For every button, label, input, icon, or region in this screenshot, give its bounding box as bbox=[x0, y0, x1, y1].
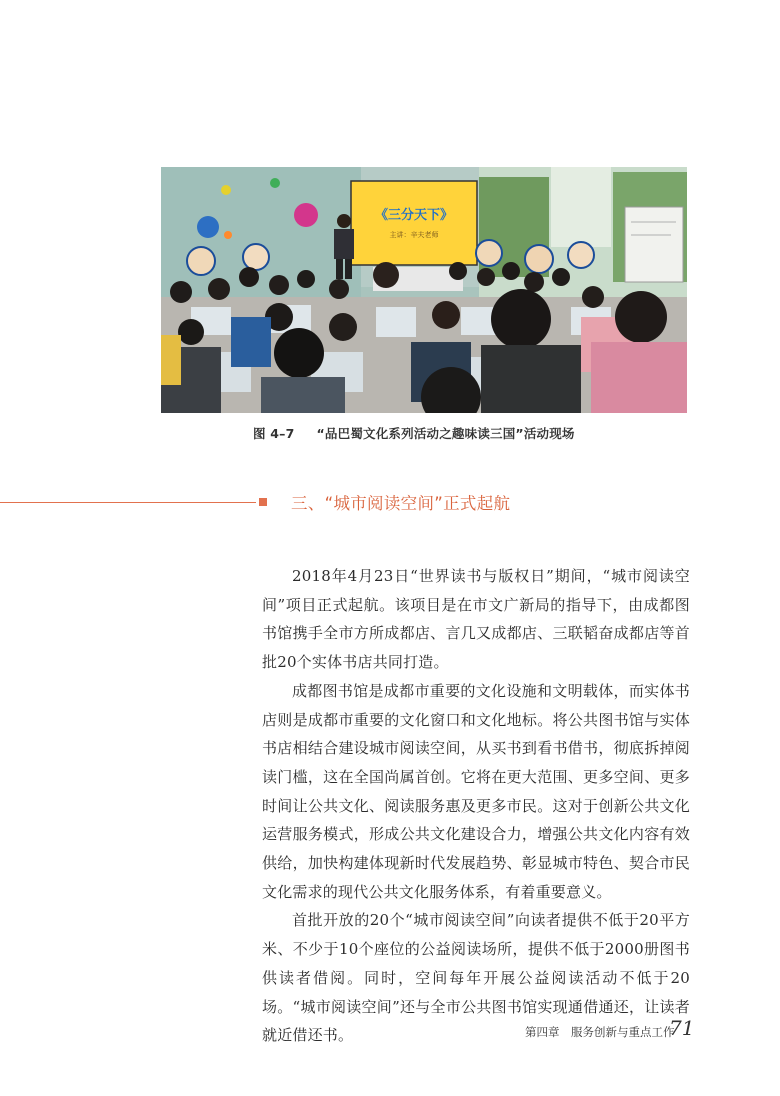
section-heading: 三、“城市阅读空间”正式起航 bbox=[291, 494, 511, 513]
activity-photo bbox=[161, 167, 687, 413]
paragraph: 成都图书馆是成都市重要的文化设施和文明载体，而实体书店则是成都市重要的文化窗口和文化地标。将公共图书馆与实体书店相结合建设城市阅读空间，从买书到看书借书，彻底拆掉阅读门槛，这在全国尚属首创。它将在更大范围、更多空间、更多时间让公共文化、阅读服务惠及更多市民。这对于创新公共文化运营服务模式，形成公共文化建设合力，增强公共文化内容有效供给，加快构建体现新时代发展趋势、彰显城市特色、契合市民文化需求的现代公共文化服务体系，有着重要意义。 bbox=[262, 681, 690, 901]
paragraph: 首批开放的20个“城市阅读空间”向读者提供不低于20平方米、不少于10个座位的公益阅读场所，提供不低于2000册图书供读者借阅。同时，空间每年开展公益阅读活动不低于20场。“城市阅读空间”还与全市公共图书馆实现通借通还，让读者就近借还书。 bbox=[262, 911, 690, 1045]
screen-title: 《三分天下》 bbox=[374, 208, 454, 223]
figure-caption-text: “品巴蜀文化系列活动之趣味读三国”活动现场 bbox=[316, 426, 575, 441]
figure-caption bbox=[253, 424, 693, 442]
section-rule bbox=[0, 502, 256, 503]
section-marker bbox=[259, 498, 267, 506]
chapter-footer: 第四章 服务创新与重点工作 bbox=[525, 1025, 675, 1039]
paragraph: 2018年4月23日“世界读书与版权日”期间，“城市阅读空间”项目正式起航。该项目是在市文广新局的指导下，由成都图书馆携手全市方所成都店、言几又成都店、三联韬奋成都店等首批20个实体书店共同打造。 bbox=[262, 567, 690, 672]
body-text bbox=[262, 562, 690, 1050]
figure-number: 图 4–7 bbox=[253, 426, 295, 441]
page-number: 71 bbox=[669, 1016, 695, 1040]
screen-subtitle: 主讲：辛夫老师 bbox=[389, 231, 439, 239]
